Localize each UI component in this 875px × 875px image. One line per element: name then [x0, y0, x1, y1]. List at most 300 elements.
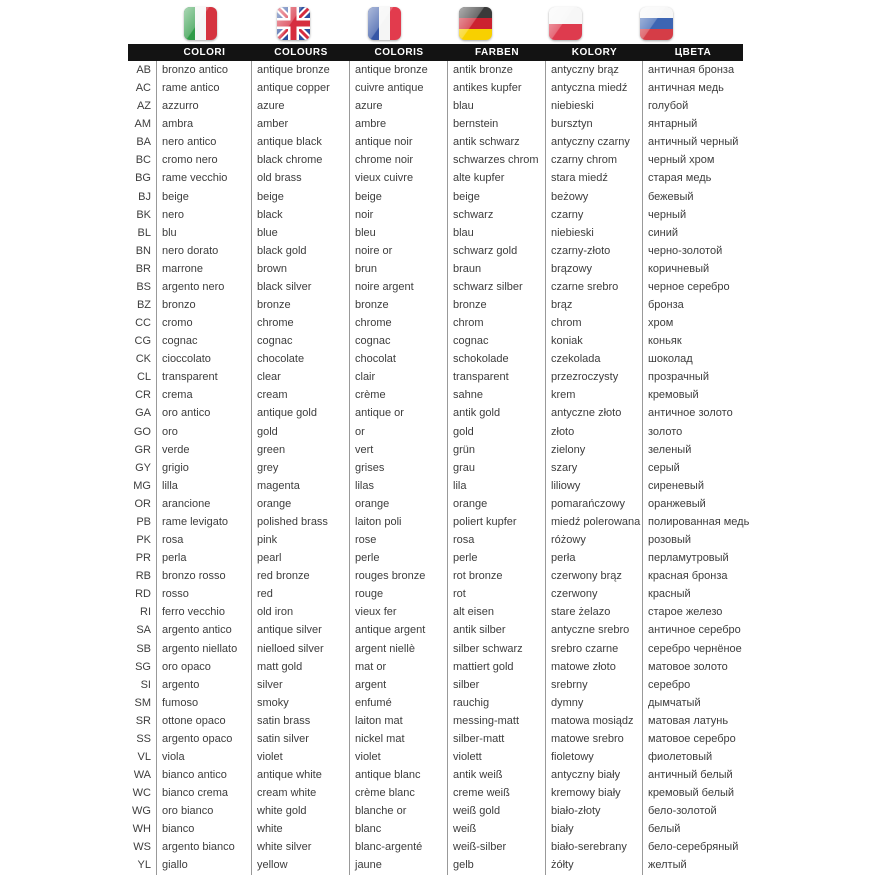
cell-pl: antyczny czarny	[546, 133, 643, 151]
row-code: YL	[128, 856, 157, 874]
cell-pl: brąz	[546, 296, 643, 314]
cell-de: lila	[448, 477, 546, 495]
cell-en: white gold	[252, 802, 350, 820]
cell-pl: perła	[546, 549, 643, 567]
cell-pl: matowe złoto	[546, 658, 643, 676]
cell-fr: bleu	[350, 224, 448, 242]
cell-pl: antyczny biały	[546, 766, 643, 784]
row-code: WC	[128, 784, 157, 802]
cell-ru: синий	[648, 226, 679, 239]
cell-ru: перламутровый	[648, 552, 729, 565]
cell-de: blau	[448, 97, 546, 115]
cell-ru: черно-золотой	[648, 244, 723, 257]
cell-fr: laiton mat	[350, 712, 448, 730]
cell-it: perla	[157, 549, 252, 567]
row-code: AZ	[128, 97, 157, 115]
cell-de: schwarz silber	[448, 278, 546, 296]
cell-pl: czarny chrom	[546, 151, 643, 169]
cell-ru: красная бронза	[648, 570, 728, 583]
cell-it: rosso	[157, 585, 252, 603]
cell-de: rot	[448, 585, 546, 603]
row-code: AC	[128, 79, 157, 97]
cell-fr: noire or	[350, 242, 448, 260]
cell-pl: antyczna miedź	[546, 79, 643, 97]
cell-pl: koniak	[546, 332, 643, 350]
cell-en: green	[252, 441, 350, 459]
cell-ru: бело-золотой	[648, 805, 717, 818]
row-code: BA	[128, 133, 157, 151]
row-code: BN	[128, 242, 157, 260]
cell-de: schwarz gold	[448, 242, 546, 260]
cell-fr: chocolat	[350, 350, 448, 368]
cell-fr: chrome noir	[350, 151, 448, 169]
cell-fr: or	[350, 423, 448, 441]
cell-fr: mat or	[350, 658, 448, 676]
cell-ru: бело-серебряный	[648, 841, 739, 854]
cell-ru: античный черный	[648, 136, 739, 149]
cell-pl: niebieski	[546, 224, 643, 242]
cell-fr: bronze	[350, 296, 448, 314]
cell-pl: biały	[546, 820, 643, 838]
cell-en: smoky	[252, 694, 350, 712]
cell-en: old iron	[252, 603, 350, 621]
cell-de: antik schwarz	[448, 133, 546, 151]
row-code: VL	[128, 748, 157, 766]
cell-en: red	[252, 585, 350, 603]
cell-ru: желтый	[648, 859, 687, 872]
cell-it: cognac	[157, 332, 252, 350]
cell-fr: enfumé	[350, 694, 448, 712]
cell-de: antik silber	[448, 621, 546, 639]
cell-pl: biało-serebrany	[546, 838, 643, 856]
cell-de: alte kupfer	[448, 169, 546, 187]
cell-pl: stare żelazo	[546, 603, 643, 621]
cell-ru: кремовый белый	[648, 787, 735, 800]
cell-fr: brun	[350, 260, 448, 278]
cell-ru: сиреневый	[648, 479, 704, 492]
cell-it: argento opaco	[157, 730, 252, 748]
cell-it: argento	[157, 676, 252, 694]
united-kingdom-flag-icon	[277, 7, 310, 40]
cell-en: grey	[252, 459, 350, 477]
cell-ru: коричневый	[648, 262, 710, 275]
cell-de: rauchig	[448, 694, 546, 712]
cell-it: fumoso	[157, 694, 252, 712]
cell-de: schokolade	[448, 350, 546, 368]
cell-en: blue	[252, 224, 350, 242]
cell-it: beige	[157, 188, 252, 206]
row-code: CG	[128, 332, 157, 350]
column-header-kolory: KOLORY	[571, 47, 618, 58]
cell-it: argento antico	[157, 621, 252, 639]
cell-ru: голубой	[648, 100, 689, 113]
cell-pl: miedź polerowana	[546, 513, 643, 531]
cell-pl: srebrny	[546, 676, 643, 694]
cell-fr: laiton poli	[350, 513, 448, 531]
cell-it: bronzo rosso	[157, 567, 252, 585]
column-header-colori: COLORI	[183, 47, 226, 58]
cell-pl: niebieski	[546, 97, 643, 115]
cell-fr: antique blanc	[350, 766, 448, 784]
cell-it: argento niellato	[157, 640, 252, 658]
row-code: BZ	[128, 296, 157, 314]
cell-de: sahne	[448, 386, 546, 404]
cell-ru: старое железо	[648, 606, 723, 619]
cell-it: azzurro	[157, 97, 252, 115]
row-code: SB	[128, 640, 157, 658]
cell-it: rosa	[157, 531, 252, 549]
cell-en: magenta	[252, 477, 350, 495]
cell-fr: grises	[350, 459, 448, 477]
cell-de: beige	[448, 188, 546, 206]
column-header-farben: FARBEN	[474, 47, 520, 58]
cell-fr: lilas	[350, 477, 448, 495]
cell-fr: rouge	[350, 585, 448, 603]
row-code: RI	[128, 603, 157, 621]
cell-en: antique bronze	[252, 61, 350, 79]
cell-en: clear	[252, 368, 350, 386]
row-code: MG	[128, 477, 157, 495]
cell-pl: antyczne złoto	[546, 404, 643, 422]
cell-ru: черное серебро	[648, 280, 730, 293]
cell-it: arancione	[157, 495, 252, 513]
row-code: SS	[128, 730, 157, 748]
row-code: CC	[128, 314, 157, 332]
cell-en: beige	[252, 188, 350, 206]
row-code: BR	[128, 260, 157, 278]
germany-flag-icon	[459, 7, 492, 40]
cell-fr: blanche or	[350, 802, 448, 820]
cell-pl: brązowy	[546, 260, 643, 278]
cell-pl: czarny-złoto	[546, 242, 643, 260]
cell-ru: античная медь	[648, 82, 724, 95]
cell-it: ottone opaco	[157, 712, 252, 730]
cell-ru: античная бронза	[648, 64, 735, 76]
cell-pl: kremowy biały	[546, 784, 643, 802]
cell-de: bernstein	[448, 115, 546, 133]
cell-en: cream	[252, 386, 350, 404]
cell-ru: оранжевый	[648, 497, 706, 510]
cell-de: messing-matt	[448, 712, 546, 730]
row-code: SM	[128, 694, 157, 712]
cell-en: pink	[252, 531, 350, 549]
row-code: BJ	[128, 188, 157, 206]
cell-fr: antique argent	[350, 621, 448, 639]
cell-it: cromo nero	[157, 151, 252, 169]
cell-fr: rouges bronze	[350, 567, 448, 585]
cell-fr: violet	[350, 748, 448, 766]
cell-de: gold	[448, 423, 546, 441]
cell-it: ambra	[157, 115, 252, 133]
cell-pl: dymny	[546, 694, 643, 712]
cell-it: oro opaco	[157, 658, 252, 676]
cell-ru: серебро чернёное	[648, 642, 742, 655]
row-code: SG	[128, 658, 157, 676]
cell-it: cromo	[157, 314, 252, 332]
cell-en: antique white	[252, 766, 350, 784]
cell-ru: полированная медь	[648, 515, 750, 528]
row-code: AB	[128, 61, 157, 79]
cell-pl: przezroczysty	[546, 368, 643, 386]
cell-fr: crème	[350, 386, 448, 404]
cell-de: weiß	[448, 820, 546, 838]
cell-de: weiß-silber	[448, 838, 546, 856]
cell-fr: vert	[350, 441, 448, 459]
italy-flag-icon	[184, 7, 217, 40]
cell-ru: коньяк	[648, 335, 682, 348]
cell-pl: czarne srebro	[546, 278, 643, 296]
cell-en: black	[252, 206, 350, 224]
row-code: BK	[128, 206, 157, 224]
cell-it: crema	[157, 386, 252, 404]
cell-en: brown	[252, 260, 350, 278]
cell-ru: кремовый	[648, 389, 699, 402]
cell-en: cream white	[252, 784, 350, 802]
cell-fr: jaune	[350, 856, 448, 874]
cell-it: bronzo	[157, 296, 252, 314]
row-code: BG	[128, 169, 157, 187]
row-code: WG	[128, 802, 157, 820]
cell-en: cognac	[252, 332, 350, 350]
cell-de: rot bronze	[448, 567, 546, 585]
cell-pl: liliowy	[546, 477, 643, 495]
row-code: SA	[128, 621, 157, 639]
cell-ru: фиолетовый	[648, 750, 713, 763]
cell-en: chocolate	[252, 350, 350, 368]
cell-de: silber schwarz	[448, 640, 546, 658]
cell-de: chrom	[448, 314, 546, 332]
cell-it: marrone	[157, 260, 252, 278]
cell-it: lilla	[157, 477, 252, 495]
cell-ru: красный	[648, 588, 691, 601]
column-header-coloris: COLORIS	[374, 47, 424, 58]
cell-fr: orange	[350, 495, 448, 513]
cell-en: old brass	[252, 169, 350, 187]
cell-fr: azure	[350, 97, 448, 115]
cell-en: black gold	[252, 242, 350, 260]
cell-pl: czekolada	[546, 350, 643, 368]
france-flag-icon	[368, 7, 401, 40]
cell-it: cioccolato	[157, 350, 252, 368]
cell-it: argento nero	[157, 278, 252, 296]
cell-it: rame antico	[157, 79, 252, 97]
cell-pl: złoto	[546, 423, 643, 441]
cell-fr: rose	[350, 531, 448, 549]
cell-de: silber-matt	[448, 730, 546, 748]
cell-pl: zielony	[546, 441, 643, 459]
cell-en: matt gold	[252, 658, 350, 676]
cell-en: silver	[252, 676, 350, 694]
row-code: RD	[128, 585, 157, 603]
cell-de: weiß gold	[448, 802, 546, 820]
row-code: WH	[128, 820, 157, 838]
cell-fr: blanc-argenté	[350, 838, 448, 856]
cell-en: antique copper	[252, 79, 350, 97]
cell-pl: antyczny brąz	[546, 61, 643, 79]
column-header-colours: COLOURS	[274, 47, 328, 58]
row-code: GR	[128, 441, 157, 459]
cell-de: orange	[448, 495, 546, 513]
cell-ru: дымчатый	[648, 696, 701, 709]
cell-de: schwarz	[448, 206, 546, 224]
cell-it: giallo	[157, 856, 252, 874]
cell-it: oro antico	[157, 404, 252, 422]
cell-ru: шоколад	[648, 353, 693, 366]
cell-en: pearl	[252, 549, 350, 567]
cell-pl: różowy	[546, 531, 643, 549]
cell-pl: antyczne srebro	[546, 621, 643, 639]
cell-ru: античное золото	[648, 407, 733, 420]
cell-en: satin brass	[252, 712, 350, 730]
cell-ru: черный	[648, 208, 687, 221]
cell-en: antique gold	[252, 404, 350, 422]
cell-it: bianco	[157, 820, 252, 838]
cell-fr: vieux fer	[350, 603, 448, 621]
cell-pl: biało-złoty	[546, 802, 643, 820]
cell-pl: szary	[546, 459, 643, 477]
cell-pl: stara miedź	[546, 169, 643, 187]
cell-ru: янтарный	[648, 118, 698, 131]
cell-en: azure	[252, 97, 350, 115]
cell-fr: crème blanc	[350, 784, 448, 802]
cell-it: viola	[157, 748, 252, 766]
cell-it: argento bianco	[157, 838, 252, 856]
cell-fr: cuivre antique	[350, 79, 448, 97]
cell-pl: matowa mosiądz	[546, 712, 643, 730]
cell-it: bianco antico	[157, 766, 252, 784]
cell-ru: матовая латунь	[648, 714, 729, 727]
row-code: GY	[128, 459, 157, 477]
row-code: GA	[128, 404, 157, 422]
cell-fr: nickel mat	[350, 730, 448, 748]
cell-fr: noir	[350, 206, 448, 224]
row-code: WA	[128, 766, 157, 784]
cell-en: polished brass	[252, 513, 350, 531]
row-code: SR	[128, 712, 157, 730]
cell-fr: blanc	[350, 820, 448, 838]
cell-en: yellow	[252, 856, 350, 874]
cell-ru: черный хром	[648, 154, 715, 167]
cell-ru: золото	[648, 425, 683, 438]
cell-de: blau	[448, 224, 546, 242]
row-code: RB	[128, 567, 157, 585]
cell-de: antik gold	[448, 404, 546, 422]
cell-it: oro bianco	[157, 802, 252, 820]
cell-en: black silver	[252, 278, 350, 296]
cell-it: verde	[157, 441, 252, 459]
cell-de: cognac	[448, 332, 546, 350]
cell-fr: vieux cuivre	[350, 169, 448, 187]
cell-ru: розовый	[648, 534, 692, 547]
cell-pl: czerwony	[546, 585, 643, 603]
cell-pl: czerwony brąz	[546, 567, 643, 585]
row-code: CK	[128, 350, 157, 368]
row-code: PK	[128, 531, 157, 549]
cell-de: poliert kupfer	[448, 513, 546, 531]
cell-ru: античное серебро	[648, 624, 741, 637]
cell-fr: clair	[350, 368, 448, 386]
cell-it: bronzo antico	[157, 61, 252, 79]
row-code: PR	[128, 549, 157, 567]
cell-en: black chrome	[252, 151, 350, 169]
cell-ru: прозрачный	[648, 371, 709, 384]
cell-en: white	[252, 820, 350, 838]
cell-it: rame levigato	[157, 513, 252, 531]
row-code: GO	[128, 423, 157, 441]
cell-pl: bursztyn	[546, 115, 643, 133]
cell-de: alt eisen	[448, 603, 546, 621]
cell-de: antik bronze	[448, 61, 546, 79]
cell-de: silber	[448, 676, 546, 694]
cell-it: bianco crema	[157, 784, 252, 802]
row-code: CR	[128, 386, 157, 404]
row-code: BS	[128, 278, 157, 296]
row-code: BL	[128, 224, 157, 242]
cell-en: bronze	[252, 296, 350, 314]
cell-de: grün	[448, 441, 546, 459]
cell-en: chrome	[252, 314, 350, 332]
cell-pl: czarny	[546, 206, 643, 224]
cell-ru: хром	[648, 317, 674, 330]
cell-fr: argent	[350, 676, 448, 694]
row-code: OR	[128, 495, 157, 513]
cell-de: creme weiß	[448, 784, 546, 802]
cell-it: grigio	[157, 459, 252, 477]
cell-fr: beige	[350, 188, 448, 206]
cell-fr: antique noir	[350, 133, 448, 151]
russia-flag-icon	[640, 7, 673, 40]
cell-it: nero	[157, 206, 252, 224]
cell-de: rosa	[448, 531, 546, 549]
cell-pl: fioletowy	[546, 748, 643, 766]
cell-ru: матовое золото	[648, 660, 728, 673]
cell-fr: chrome	[350, 314, 448, 332]
cell-it: oro	[157, 423, 252, 441]
cell-fr: antique bronze	[350, 61, 448, 79]
cell-fr: perle	[350, 549, 448, 567]
cell-de: antik weiß	[448, 766, 546, 784]
table-body	[128, 61, 750, 875]
cell-ru: бронза	[648, 299, 684, 312]
row-code: BC	[128, 151, 157, 169]
row-code: AM	[128, 115, 157, 133]
cell-pl: pomarańczowy	[546, 495, 643, 513]
cell-de: mattiert gold	[448, 658, 546, 676]
cell-ru: бежевый	[648, 190, 694, 203]
cell-de: perle	[448, 549, 546, 567]
cell-fr: cognac	[350, 332, 448, 350]
cell-it: rame vecchio	[157, 169, 252, 187]
cell-de: bronze	[448, 296, 546, 314]
cell-ru: белый	[648, 823, 681, 836]
row-code: PB	[128, 513, 157, 531]
cell-it: transparent	[157, 368, 252, 386]
cell-fr: antique or	[350, 404, 448, 422]
cell-fr: noire argent	[350, 278, 448, 296]
cell-pl: matowe srebro	[546, 730, 643, 748]
cell-ru: серебро	[648, 678, 691, 691]
table-header	[128, 44, 743, 61]
row-code: WS	[128, 838, 157, 856]
row-code: SI	[128, 676, 157, 694]
cell-pl: krem	[546, 386, 643, 404]
cell-en: satin silver	[252, 730, 350, 748]
row-code: CL	[128, 368, 157, 386]
cell-it: nero antico	[157, 133, 252, 151]
cell-pl: chrom	[546, 314, 643, 332]
cell-pl: beżowy	[546, 188, 643, 206]
cell-ru: зеленый	[648, 443, 692, 456]
